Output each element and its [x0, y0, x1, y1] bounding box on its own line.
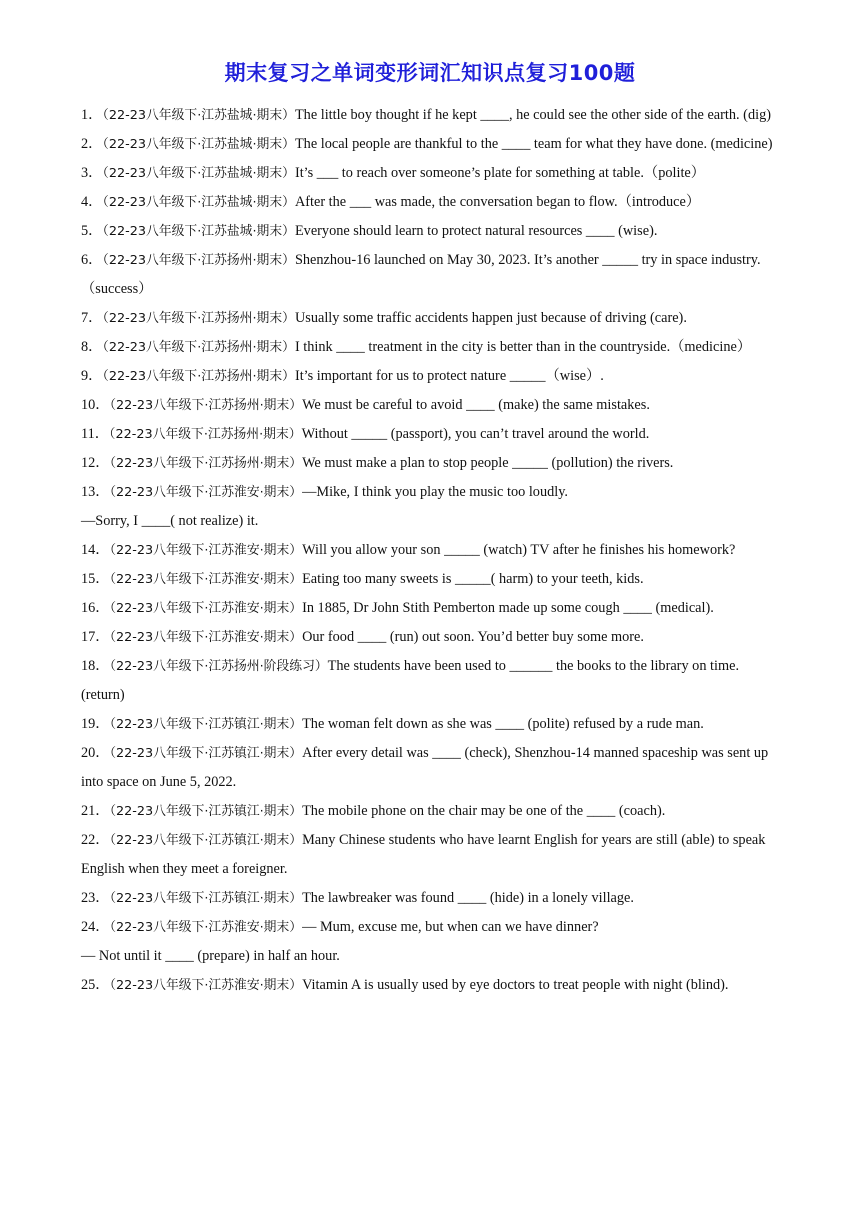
question-number: 22． — [81, 832, 110, 848]
question-item — [81, 420, 781, 449]
question-number: 14． — [81, 542, 110, 558]
question-number: 20． — [81, 745, 110, 761]
question-item — [81, 652, 781, 710]
question-number: 19． — [81, 716, 110, 732]
question-text: The woman felt down as she was ____ (polite) refused by a rude man. — [302, 716, 704, 732]
question-text: — Mum, excuse me, but when can we have dinner? — [302, 919, 599, 935]
question-text: Eating too many sweets is _____( harm) to your teeth, kids. — [302, 571, 644, 587]
question-number: 2． — [81, 136, 103, 152]
question-item — [81, 913, 781, 971]
question-number: 8． — [81, 339, 103, 355]
question-item — [81, 536, 781, 565]
question-item — [81, 188, 781, 217]
question-number: 11． — [81, 426, 110, 442]
question-item — [81, 971, 781, 1000]
question-text: After every detail was ____ (check), Shenzhou-14 manned spaceship was sent up into space on June 5, 2022. — [81, 745, 769, 790]
question-text: Usually some traffic accidents happen just because of driving (care). — [294, 310, 687, 326]
question-item — [81, 623, 781, 652]
question-source: （22-23八年级下·江苏盐城·期末） — [102, 224, 295, 239]
question-item — [81, 797, 781, 826]
question-item — [81, 449, 781, 478]
question-number: 24． — [81, 919, 110, 935]
question-text: I think ____ treatment in the city is better than in the countryside.（medicine） — [294, 339, 752, 355]
question-number: 13． — [81, 484, 110, 500]
question-source: （22-23八年级下·江苏淮安·期末） — [109, 920, 303, 935]
question-number: 17． — [81, 629, 110, 645]
question-number: 21． — [81, 803, 110, 819]
question-number: 18． — [81, 658, 110, 674]
question-source: （22-23八年级下·江苏镇江·期末） — [109, 833, 303, 848]
question-item — [81, 710, 781, 739]
question-text-line2: — Not until it ____ (prepare) in half an hour. — [81, 948, 340, 964]
question-item — [81, 565, 781, 594]
question-source: （22-23八年级下·江苏镇江·期末） — [109, 746, 303, 761]
question-item — [81, 130, 781, 159]
question-text: The students have been used to ______ the books to the library on time. (return) — [81, 658, 740, 703]
question-item — [81, 884, 781, 913]
question-source: （22-23八年级下·江苏扬州·期末） — [102, 340, 295, 355]
question-text: Everyone should learn to protect natural resources ____ (wise). — [294, 223, 658, 239]
question-text: —Mike, I think you play the music too loudly. — [302, 484, 569, 500]
question-source: （22-23八年级下·江苏扬州·期末） — [102, 369, 295, 384]
question-text: The little boy thought if he kept ____, he could see the other side of the earth. (dig) — [294, 107, 771, 123]
question-number: 15． — [81, 571, 110, 587]
question-text: We must make a plan to stop people _____ (pollution) the rivers. — [302, 455, 674, 471]
page-title: 期末复习之单词变形词汇知识点复习100题 — [224, 61, 636, 85]
question-source: （22-23八年级下·江苏扬州·阶段练习） — [109, 659, 328, 674]
question-item — [81, 304, 781, 333]
question-number: 7． — [81, 310, 103, 326]
question-source: （22-23八年级下·江苏扬州·期末） — [102, 311, 295, 326]
question-source: （22-23八年级下·江苏盐城·期末） — [102, 108, 295, 123]
question-number: 6． — [81, 252, 103, 268]
question-number: 10． — [81, 397, 110, 413]
question-number: 9． — [81, 368, 103, 384]
question-item — [81, 217, 781, 246]
question-number: 16． — [81, 600, 110, 616]
question-source: （22-23八年级下·江苏盐城·期末） — [102, 166, 295, 181]
question-text: Our food ____ (run) out soon. You’d better buy some more. — [302, 629, 644, 645]
question-text: Many Chinese students who have learnt English for years are still (able) to speak English when they meet a foreigner. — [81, 832, 766, 877]
question-source: （22-23八年级下·江苏淮安·期末） — [109, 978, 303, 993]
question-source: （22-23八年级下·江苏扬州·期末） — [109, 456, 303, 471]
question-source: （22-23八年级下·江苏淮安·期末） — [109, 601, 303, 616]
question-item — [81, 391, 781, 420]
question-source: （22-23八年级下·江苏扬州·期末） — [102, 253, 295, 268]
question-number: 25． — [81, 977, 110, 993]
question-number: 4． — [81, 194, 103, 210]
question-text: The lawbreaker was found ____ (hide) in a lonely village. — [302, 890, 634, 906]
question-source: （22-23八年级下·江苏镇江·期末） — [109, 717, 303, 732]
question-text: Without _____ (passport), you can’t travel around the world. — [301, 426, 650, 442]
question-number: 23． — [81, 890, 110, 906]
question-item — [81, 826, 781, 884]
question-text: In 1885, Dr John Stith Pemberton made up some cough ____ (medical). — [302, 600, 714, 616]
question-source: （22-23八年级下·江苏扬州·期末） — [109, 427, 302, 442]
question-text: The mobile phone on the chair may be one of the ____ (coach). — [302, 803, 666, 819]
question-text: We must be careful to avoid ____ (make) the same mistakes. — [302, 397, 650, 413]
question-list — [81, 101, 781, 1000]
question-text: The local people are thankful to the ____ team for what they have done. (medicine) — [294, 136, 773, 152]
question-source: （22-23八年级下·江苏淮安·期末） — [109, 543, 303, 558]
question-item — [81, 739, 781, 797]
question-item — [81, 478, 781, 536]
question-text: Shenzhou-16 launched on May 30, 2023. It’s another _____ try in space industry.（success） — [81, 252, 761, 297]
question-number: 1． — [81, 107, 103, 123]
question-source: （22-23八年级下·江苏镇江·期末） — [109, 804, 303, 819]
question-number: 12． — [81, 455, 110, 471]
question-text: It’s ___ to reach over someone’s plate for something at table.（polite） — [294, 165, 706, 181]
question-text-line2: —Sorry, I ____( not realize) it. — [81, 513, 259, 529]
question-item — [81, 246, 781, 304]
question-source: （22-23八年级下·江苏盐城·期末） — [102, 137, 295, 152]
question-source: （22-23八年级下·江苏淮安·期末） — [109, 572, 303, 587]
question-item — [81, 362, 781, 391]
question-source: （22-23八年级下·江苏镇江·期末） — [109, 891, 303, 906]
question-item — [81, 333, 781, 362]
question-source: （22-23八年级下·江苏盐城·期末） — [102, 195, 295, 210]
question-number: 5． — [81, 223, 103, 239]
question-source: （22-23八年级下·江苏淮安·期末） — [109, 485, 303, 500]
question-number: 3． — [81, 165, 103, 181]
question-item — [81, 101, 781, 130]
question-text: After the ___ was made, the conversation began to flow.（introduce） — [294, 194, 701, 210]
question-item — [81, 159, 781, 188]
question-text: Vitamin A is usually used by eye doctors to treat people with night (blind). — [302, 977, 729, 993]
question-text: It’s important for us to protect nature _____（wise）. — [294, 368, 604, 384]
question-item — [81, 594, 781, 623]
question-text: Will you allow your son _____ (watch) TV after he finishes his homework? — [302, 542, 736, 558]
question-source: （22-23八年级下·江苏淮安·期末） — [109, 630, 303, 645]
question-source: （22-23八年级下·江苏扬州·期末） — [109, 398, 303, 413]
